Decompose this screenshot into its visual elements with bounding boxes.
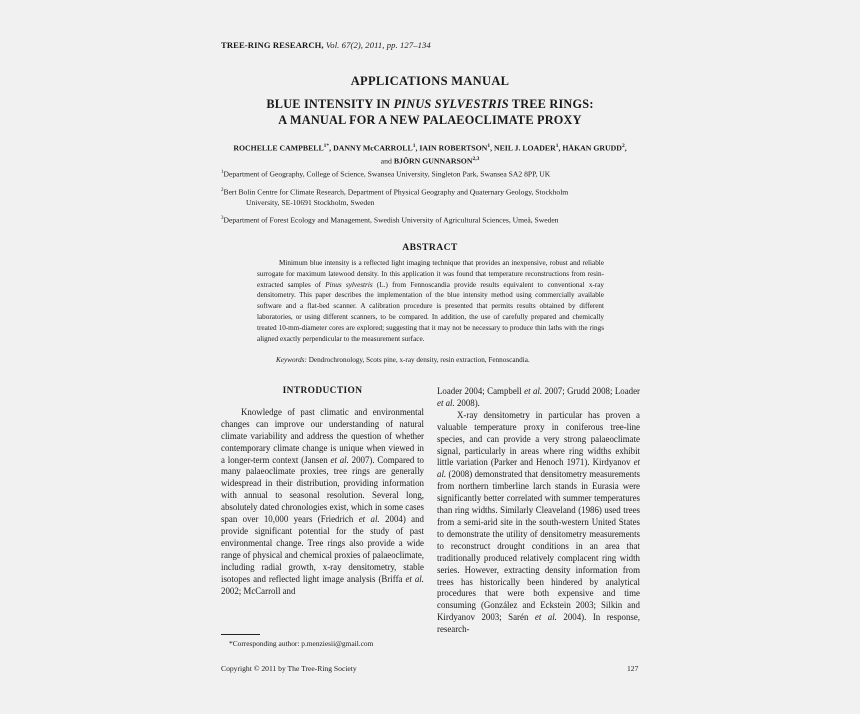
journal-name: TREE-RING RESEARCH, <box>221 40 324 50</box>
text-run-italic: et al. <box>437 457 640 480</box>
title-block <box>221 74 639 128</box>
author-line-1 <box>221 141 639 154</box>
abstract-text <box>257 258 604 344</box>
affiliations <box>221 167 641 231</box>
text-run-italic: et al. <box>437 397 455 408</box>
text-run-italic: et al. <box>524 386 543 396</box>
title-part: BLUE INTENSITY IN <box>266 97 394 111</box>
author-sup: 1 <box>555 143 559 149</box>
right-column <box>437 386 640 636</box>
author-sup: 1 <box>487 143 491 149</box>
text-run: (2008) demonstrated that densitometry measurements from northern timberline larch stands in Eurasia were significantly better correlated with summer temperatures than ring widths. Similarly Cleaveland (1986) used trees from a semi-arid site in the south-western United States to demonstrate the utility of densitometry measurements to reconstruct drought conditions in an area that traditionally produced relatively complacent ring width series. However, extracting density information from trees has historically been hindered by analytical procedures that were both expensive and time consuming (González and Eckstein 2003; Silkin and Kirdyanov 2003; Sarén <box>437 469 640 623</box>
text-run: 2008). <box>454 397 480 408</box>
text-run: 2007; Grudd 2008; Loader <box>542 386 640 396</box>
author-name: ROCHELLE CAMPBELL <box>233 143 324 153</box>
author-line-2 <box>221 154 639 167</box>
text-run: X-ray densitometry in particular has proven a valuable temperature proxy in coniferous tree-line species, and can provide a very strong palaeoclimate signal, particularly in areas where ring widths exhibit little variation (Parker and Henoch 1971). Kirdyanov <box>437 409 640 468</box>
corresponding-author-footnote: *Corresponding author: p.menziesii@gmail.com <box>229 639 374 648</box>
author-list <box>221 141 639 167</box>
intro-paragraph-2 <box>437 410 640 636</box>
paper-title <box>221 97 639 128</box>
abstract-heading: ABSTRACT <box>402 242 458 253</box>
text-run: Loader 2004; Campbell <box>437 386 525 396</box>
affiliation-3 <box>221 213 641 226</box>
affiliation-text-cont: University, SE-10691 Stockholm, Sweden <box>246 198 375 208</box>
keywords <box>276 356 530 364</box>
text-run-italic: et al. <box>330 454 349 465</box>
left-column <box>221 386 424 597</box>
affiliation-text: Department of Forest Ecology and Management, Swedish University of Agricultural Sciences, Umeå, Sweden <box>223 215 559 225</box>
author-name: , DANNY McCARROLL <box>329 143 413 153</box>
page-number: 127 <box>627 664 639 673</box>
author-name: , IAIN ROBERTSON <box>415 143 488 153</box>
abstract-species: Pinus sylvestris <box>325 280 373 289</box>
intro-paragraph-1 <box>221 407 424 598</box>
affiliation-2 <box>221 185 641 209</box>
author-name: BJÖRN GUNNARSON <box>393 156 473 166</box>
title-line-2: A MANUAL FOR A NEW PALAEOCLIMATE PROXY <box>278 112 582 127</box>
keywords-label: Keywords: <box>276 356 307 364</box>
copyright-notice: Copyright © 2011 by The Tree-Ring Society <box>221 664 357 673</box>
text-run: 2004) and provide significant potential for the study of past environmental change. Tree rings also provide a wide range of physical and chemical proxies of palaeoclimate, including radial growth, x-ray densitometry, stable isotopes and reflected light image analysis (Briffa <box>221 514 424 584</box>
text-run-italic: et al. <box>405 573 424 584</box>
author-name: , HÅKAN GRUDD <box>558 143 622 153</box>
text-run: Knowledge of past climatic and environmental changes can improve our understanding of natural climate variability and address the question of whether contemporary climate change is unique when viewed in a longer-term context (Jansen <box>221 406 424 465</box>
section-heading-introduction: INTRODUCTION <box>282 386 363 396</box>
text-run-italic: et al. <box>534 612 557 623</box>
running-head <box>221 40 431 50</box>
affiliation-sup: 1 <box>221 170 224 175</box>
affiliation-text: Bert Bolin Centre for Climate Research, Department of Physical Geography and Quaternary Geology, Stockholm <box>223 187 569 197</box>
intro-paragraph-1-cont <box>437 386 640 410</box>
affiliation-1 <box>221 167 641 180</box>
text-run: 2002; McCarroll and <box>221 585 296 596</box>
author-sup: 1* <box>323 143 330 149</box>
text-run-italic: et al. <box>358 514 380 525</box>
abstract-part: (L.) from Fennoscandia provide results equivalent to conventional x-ray densitometry. This paper describes the implementation of the blue intensity method using commercially available software and a flat-bed scanner. A calibration procedure is presented that permits results obtained by different laboratories, or using different scanners, to be compared. In addition, the use of carefully prepared and chemically treated 10-mm-diameter cores are explored; suggesting that it may not be necessary to produce thin laths with the rings aligned exactly perpendicular to the measurement surface. <box>257 280 604 343</box>
text-run: 2007). Compared to many palaeoclimate proxies, tree rings are generally widespread in their distribution, providing information with annual to seasonal resolution. Several long, absolutely dated chronologies exist, which in some cases span over 10,000 years (Friedrich <box>221 454 424 525</box>
title-part: TREE RINGS: <box>508 97 594 111</box>
keywords-text: Dendrochronology, Scots pine, x-ray density, resin extraction, Fennoscandia. <box>306 356 530 364</box>
title-species: PINUS SYLVESTRIS <box>393 97 509 111</box>
author-sup: 2 <box>621 143 625 149</box>
abstract-part: Minimum blue intensity is a reflected light imaging technique that provides an inexpensive, robust and reliable surrogate for maximum latewood density. In this application it was found that temperature reconstructions from resin-extracted samples of <box>257 259 604 289</box>
author-conjunction: and <box>380 156 394 166</box>
series-title: APPLICATIONS MANUAL <box>350 74 510 88</box>
text-run: 2004). In response, research- <box>437 612 640 635</box>
affiliation-text: Department of Geography, College of Science, Swansea University, Singleton Park, Swansea SA2 8PP, UK <box>223 169 551 179</box>
affiliation-sup: 3 <box>221 216 224 222</box>
author-sup: 2,3 <box>472 156 480 163</box>
author-name: , <box>624 143 627 153</box>
journal-volume: Vol. 67(2), 2011, pp. 127–134 <box>323 40 431 50</box>
affiliation-sup: 2 <box>221 187 224 193</box>
footnote-rule <box>221 634 260 635</box>
author-sup: 1 <box>412 143 416 149</box>
author-name: , NEIL J. LOADER <box>490 143 556 153</box>
